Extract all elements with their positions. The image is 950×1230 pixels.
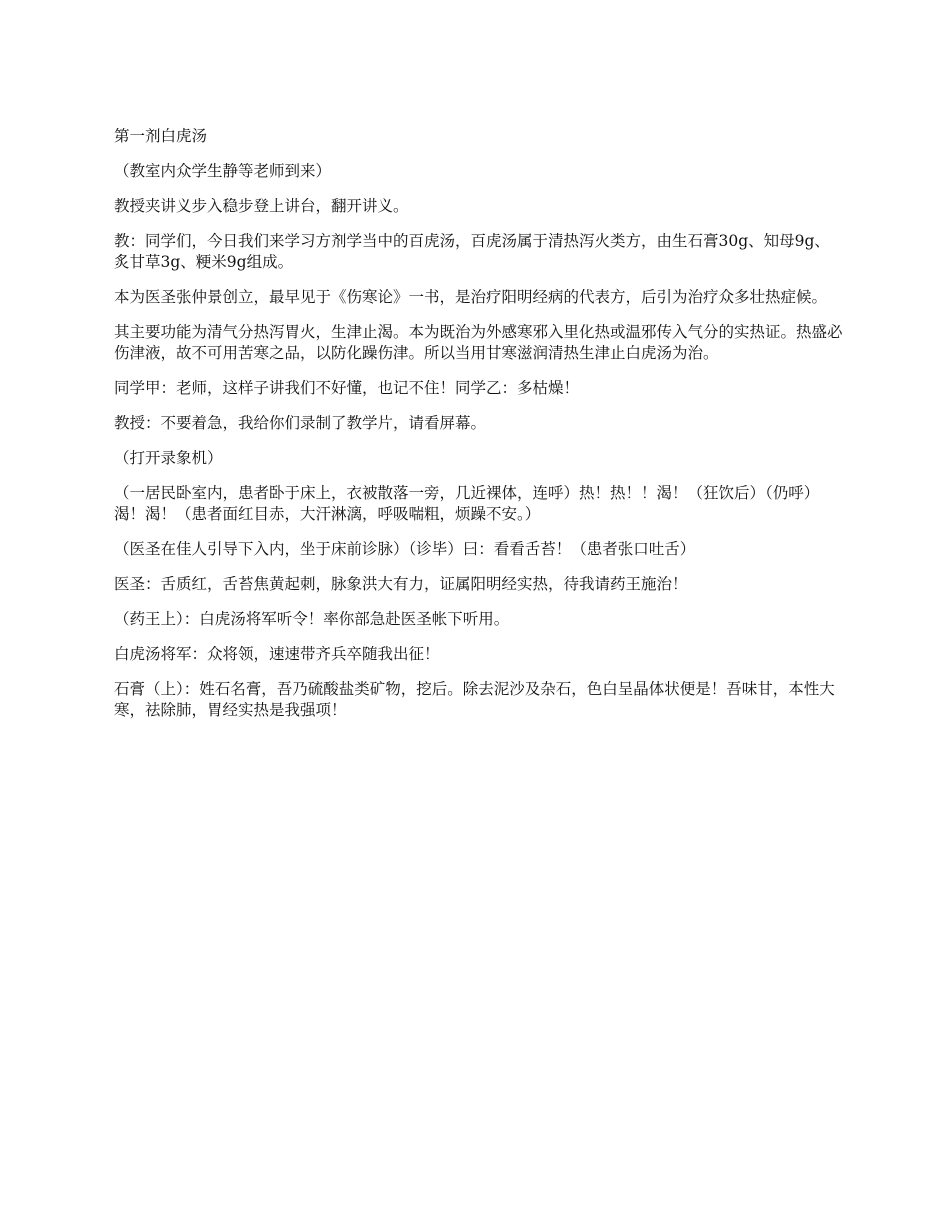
stage-direction: （医圣在佳人引导下入内，坐于床前诊脉）（诊毕）曰：看看舌苔！（患者张口吐舌） <box>114 540 696 558</box>
dialogue-paragraph: 教授：不要着急，我给你们录制了教学片，请看屏幕。 <box>114 414 487 432</box>
stage-direction: （一居民卧室内，患者卧于床上，衣被散落一旁，几近裸体，连呼）热！热！！渴！（狂饮后）（仍呼）渴！渴！（患者面红目赤，大汗淋漓，呼吸喘粗，烦躁不安。） <box>114 484 820 523</box>
document-page <box>114 126 844 735</box>
document-title: 第一剂白虎汤 <box>114 127 208 145</box>
body-paragraph: 其主要功能为清气分热泻胃火，生津止渴。本为既治为外感寒邪入里化热或温邪传入气分的实热证。热盛必伤津液，故不可用苦寒之品，以防化躁伤津。所以当用甘寒滋润清热生津止白虎汤为治。 <box>114 323 843 362</box>
stage-direction: （打开录象机） <box>114 449 223 467</box>
body-paragraph: 本为医圣张仲景创立，最早见于《伤寒论》一书，是治疗阳明经病的代表方，后引为治疗众多壮热症候。 <box>114 288 828 306</box>
stage-direction: （教室内众学生静等老师到来） <box>114 162 332 180</box>
dialogue-paragraph: 白虎汤将军：众将领，速速带齐兵卒随我出征！ <box>114 645 440 663</box>
dialogue-paragraph: 医圣：舌质红，舌苔焦黄起刺，脉象洪大有力，证属阳明经实热，待我请药王施治！ <box>114 575 688 593</box>
dialogue-paragraph: 同学甲：老师，这样子讲我们不好懂，也记不住！同学乙：多枯燥！ <box>114 379 580 397</box>
dialogue-paragraph: 石膏（上）：姓石名膏，吾乃硫酸盐类矿物，挖后。除去泥沙及杂石，色白呈晶体状便是！吾味甘，本性大寒，祛除肺，胃经实热是我强项！ <box>114 680 835 719</box>
dialogue-paragraph: （药王上）：白虎汤将军听令！率你部急赴医圣帐下听用。 <box>114 610 510 628</box>
dialogue-paragraph: 教：同学们，今日我们来学习方剂学当中的百虎汤，百虎汤属于清热泻火类方，由生石膏30g、知母9g、炙甘草3g、粳米9g组成。 <box>114 232 830 271</box>
narration-paragraph: 教授夹讲义步入稳步登上讲台，翻开讲义。 <box>114 197 409 215</box>
